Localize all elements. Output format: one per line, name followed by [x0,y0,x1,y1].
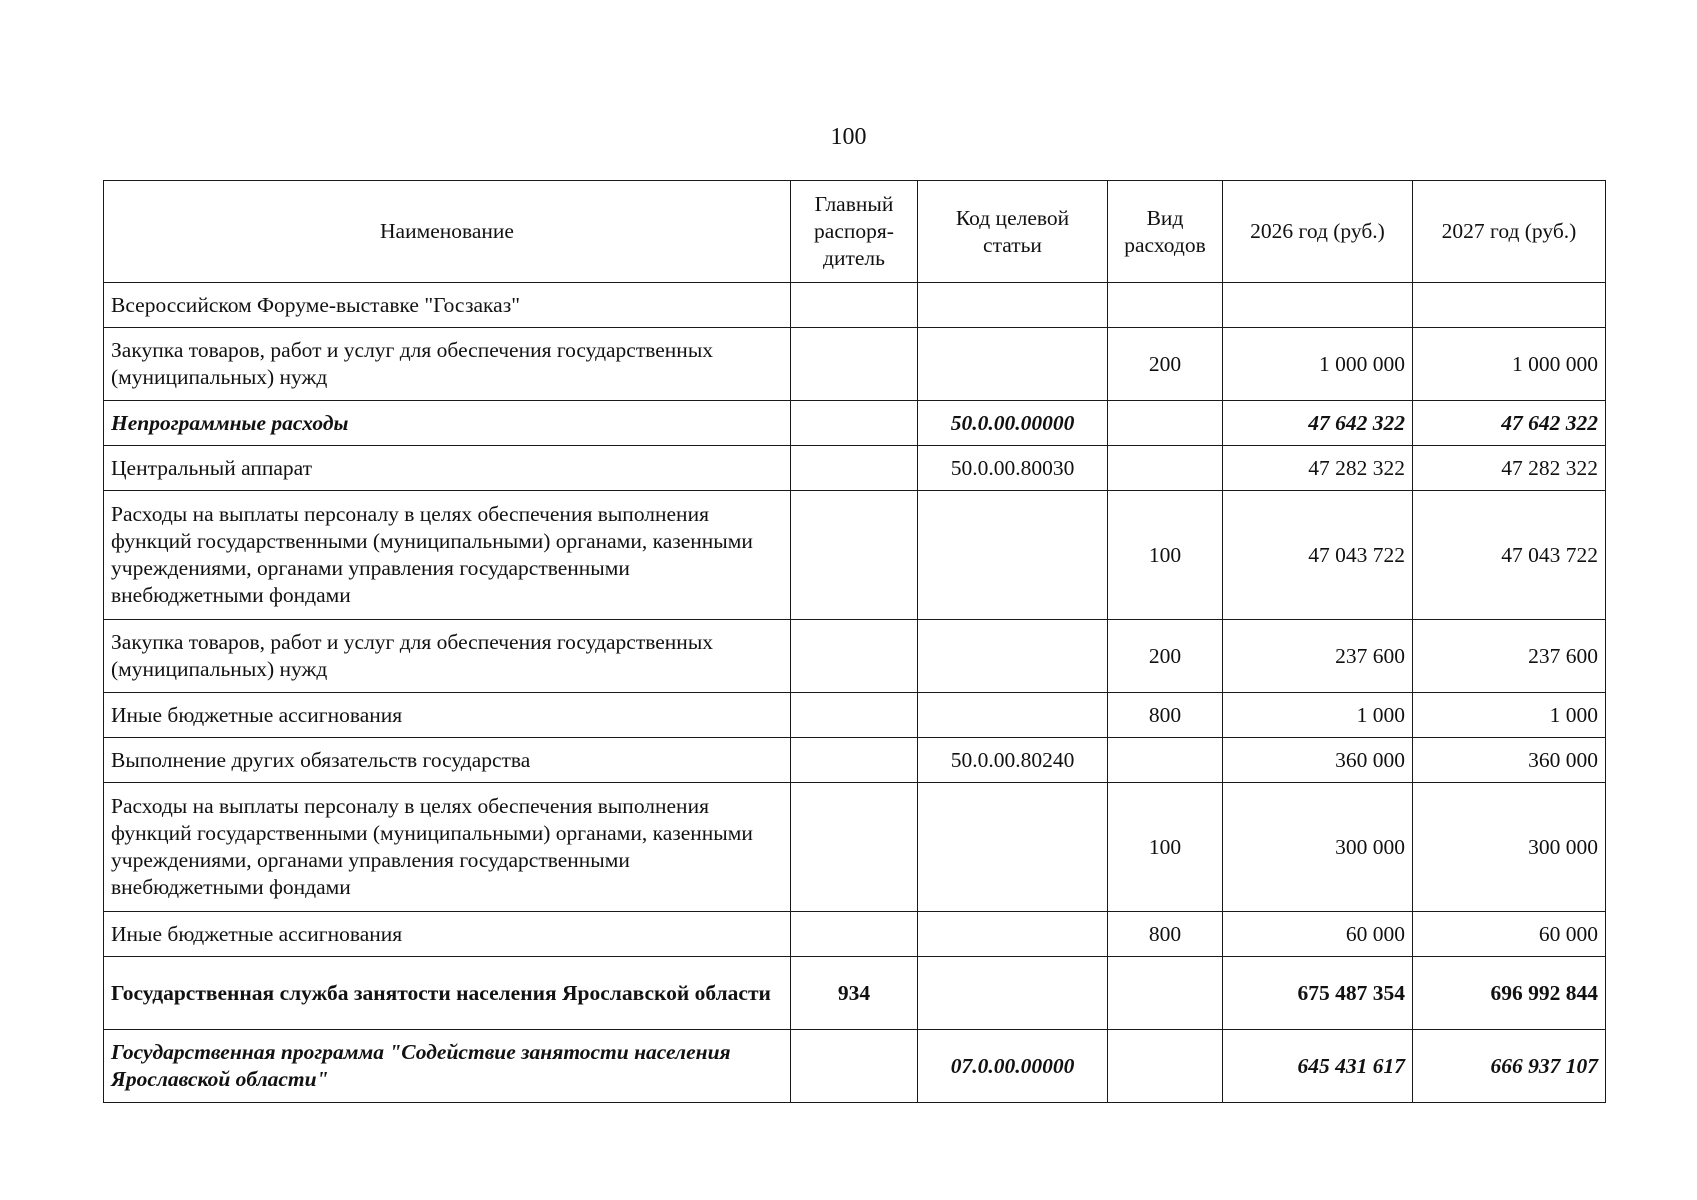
row-admin [791,1030,918,1103]
row-type: 800 [1108,693,1223,738]
row-code: 50.0.00.80240 [918,738,1108,783]
row-2027: 47 282 322 [1413,446,1606,491]
budget-table [103,180,1606,1103]
header-code: Код целевой статьи [918,181,1108,283]
row-admin [791,738,918,783]
row-2026: 360 000 [1223,738,1413,783]
table-row [104,693,1606,738]
row-code [918,283,1108,328]
row-2027: 1 000 [1413,693,1606,738]
table-row [104,328,1606,401]
table-row-program [104,1030,1606,1103]
row-type [1108,401,1223,446]
table-row [104,620,1606,693]
row-admin [791,328,918,401]
row-name: Государственная служба занятости населения Ярославской области [104,957,791,1030]
row-type: 100 [1108,491,1223,620]
row-2027: 60 000 [1413,912,1606,957]
row-code [918,620,1108,693]
row-2026: 47 043 722 [1223,491,1413,620]
row-2027: 47 642 322 [1413,401,1606,446]
row-type [1108,957,1223,1030]
row-code: 07.0.00.00000 [918,1030,1108,1103]
row-admin [791,491,918,620]
row-type [1108,738,1223,783]
table-row [104,446,1606,491]
row-2027 [1413,283,1606,328]
row-name: Закупка товаров, работ и услуг для обеспечения государственных (муниципальных) нужд [104,328,791,401]
table-row-admin [104,957,1606,1030]
header-type: Вид расходов [1108,181,1223,283]
page-number: 100 [830,124,867,150]
row-2026 [1223,283,1413,328]
row-type [1108,283,1223,328]
row-name: Закупка товаров, работ и услуг для обеспечения государственных (муниципальных) нужд [104,620,791,693]
row-admin [791,693,918,738]
header-2027: 2027 год (руб.) [1413,181,1606,283]
table-row-section [104,401,1606,446]
row-type: 200 [1108,328,1223,401]
row-code: 50.0.00.00000 [918,401,1108,446]
row-admin [791,912,918,957]
row-type: 200 [1108,620,1223,693]
row-2027: 1 000 000 [1413,328,1606,401]
row-name: Иные бюджетные ассигнования [104,693,791,738]
row-2027: 47 043 722 [1413,491,1606,620]
header-2026: 2026 год (руб.) [1223,181,1413,283]
table-row [104,912,1606,957]
row-type [1108,446,1223,491]
row-code [918,957,1108,1030]
row-name: Расходы на выплаты персоналу в целях обеспечения выполнения функций государственными (муниципальными) органами, казенными учреждениями, органами управления государственными внебюджетными фондами [104,491,791,620]
row-code [918,912,1108,957]
row-2026: 47 642 322 [1223,401,1413,446]
row-2026: 1 000 [1223,693,1413,738]
row-name: Непрограммные расходы [104,401,791,446]
row-2026: 237 600 [1223,620,1413,693]
row-type: 800 [1108,912,1223,957]
table-row [104,783,1606,912]
row-2026: 300 000 [1223,783,1413,912]
row-2027: 696 992 844 [1413,957,1606,1030]
row-code [918,491,1108,620]
row-name: Государственная программа "Содействие занятости населения Ярославской области" [104,1030,791,1103]
row-type [1108,1030,1223,1103]
table-row [104,491,1606,620]
row-type: 100 [1108,783,1223,912]
row-admin [791,446,918,491]
row-name: Расходы на выплаты персоналу в целях обеспечения выполнения функций государственными (муниципальными) органами, казенными учреждениями, органами управления государственными внебюджетными фондами [104,783,791,912]
row-2026: 47 282 322 [1223,446,1413,491]
table-row [104,283,1606,328]
row-name: Центральный аппарат [104,446,791,491]
row-code [918,328,1108,401]
row-2026: 60 000 [1223,912,1413,957]
row-admin: 934 [791,957,918,1030]
row-2027: 360 000 [1413,738,1606,783]
row-admin [791,783,918,912]
row-admin [791,620,918,693]
header-name: Наименование [104,181,791,283]
row-code: 50.0.00.80030 [918,446,1108,491]
row-code [918,783,1108,912]
row-name: Выполнение других обязательств государства [104,738,791,783]
row-code [918,693,1108,738]
row-2027: 300 000 [1413,783,1606,912]
table-row [104,738,1606,783]
row-2027: 666 937 107 [1413,1030,1606,1103]
row-2027: 237 600 [1413,620,1606,693]
row-2026: 645 431 617 [1223,1030,1413,1103]
header-admin: Главный распоря-дитель [791,181,918,283]
row-name: Иные бюджетные ассигнования [104,912,791,957]
row-admin [791,401,918,446]
row-name: Всероссийском Форуме-выставке "Госзаказ" [104,283,791,328]
row-2026: 675 487 354 [1223,957,1413,1030]
table-header-row [104,181,1606,283]
row-2026: 1 000 000 [1223,328,1413,401]
row-admin [791,283,918,328]
